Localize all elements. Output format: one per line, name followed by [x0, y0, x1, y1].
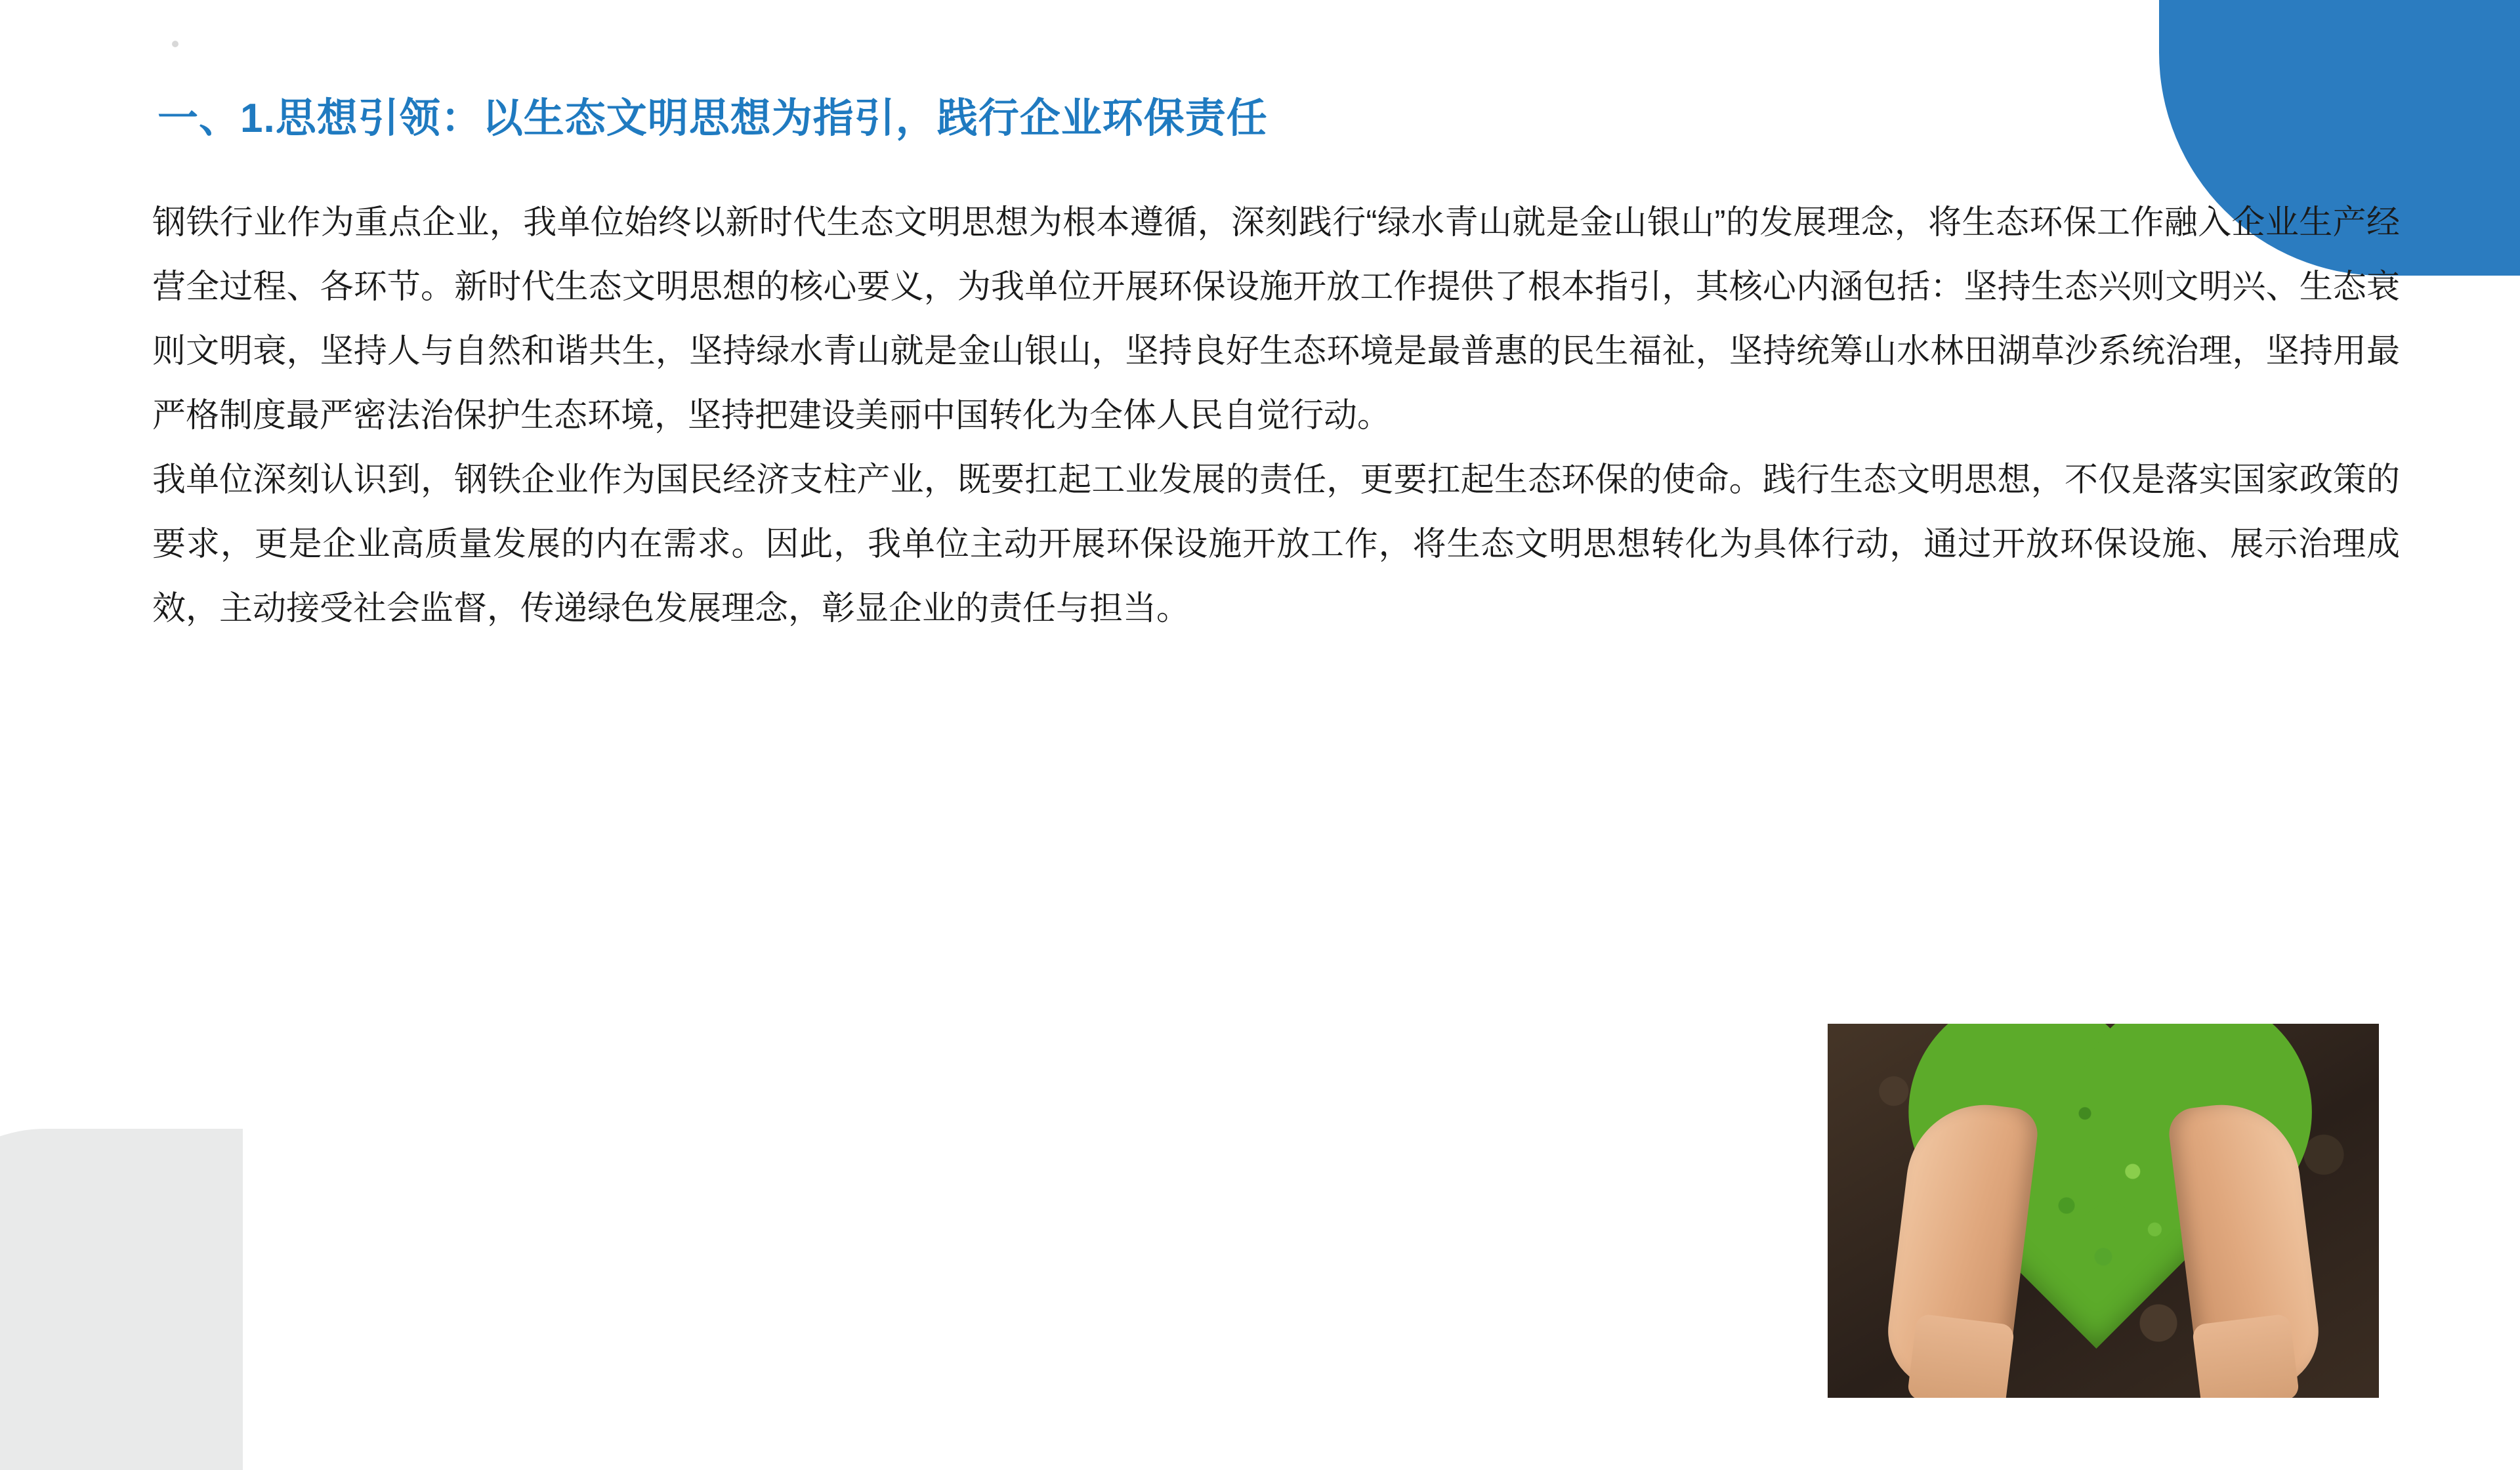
paragraph-2: 我单位深刻认识到，钢铁企业作为国民经济支柱产业，既要扛起工业发展的责任，更要扛起生态环保的使命。践行生态文明思想，不仅是落实国家政策的要求，更是企业高质量发展的内在需求。因此，我单位主动开展环保设施开放工作，将生态文明思想转化为具体行动，通过开放环保设施、展示治理成效，主动接受社会监督，传递绿色发展理念，彰显企业的责任与担当。	[152, 461, 2400, 627]
right-wrist	[2192, 1313, 2300, 1398]
paragraph-1: 钢铁行业作为重点企业，我单位始终以新时代生态文明思想为根本遵循，深刻践行“绿水青山就是金山银山”的发展理念，将生态环保工作融入企业生产经营全过程、各环节。新时代生态文明思想的核心要义，为我单位开展环保设施开放工作提供了根本指引，其核心内涵包括：坚持生态兴则文明兴、生态衰则文明衰，坚持人与自然和谐共生，坚持绿水青山就是金山银山，坚持良好生态环境是最普惠的民生福祉，坚持统筹山水林田湖草沙系统治理，坚持用最严格制度最严密法治保护生态环境，坚持把建设美丽中国转化为全体人民自觉行动。	[152, 203, 2400, 434]
page-title: 一、1.思想引领：以生态文明思想为指引，践行企业环保责任	[158, 96, 1268, 141]
body-text-block	[152, 190, 2400, 640]
hands-holding-green-heart-photo	[1828, 1024, 2379, 1398]
left-wrist	[1907, 1313, 2015, 1398]
